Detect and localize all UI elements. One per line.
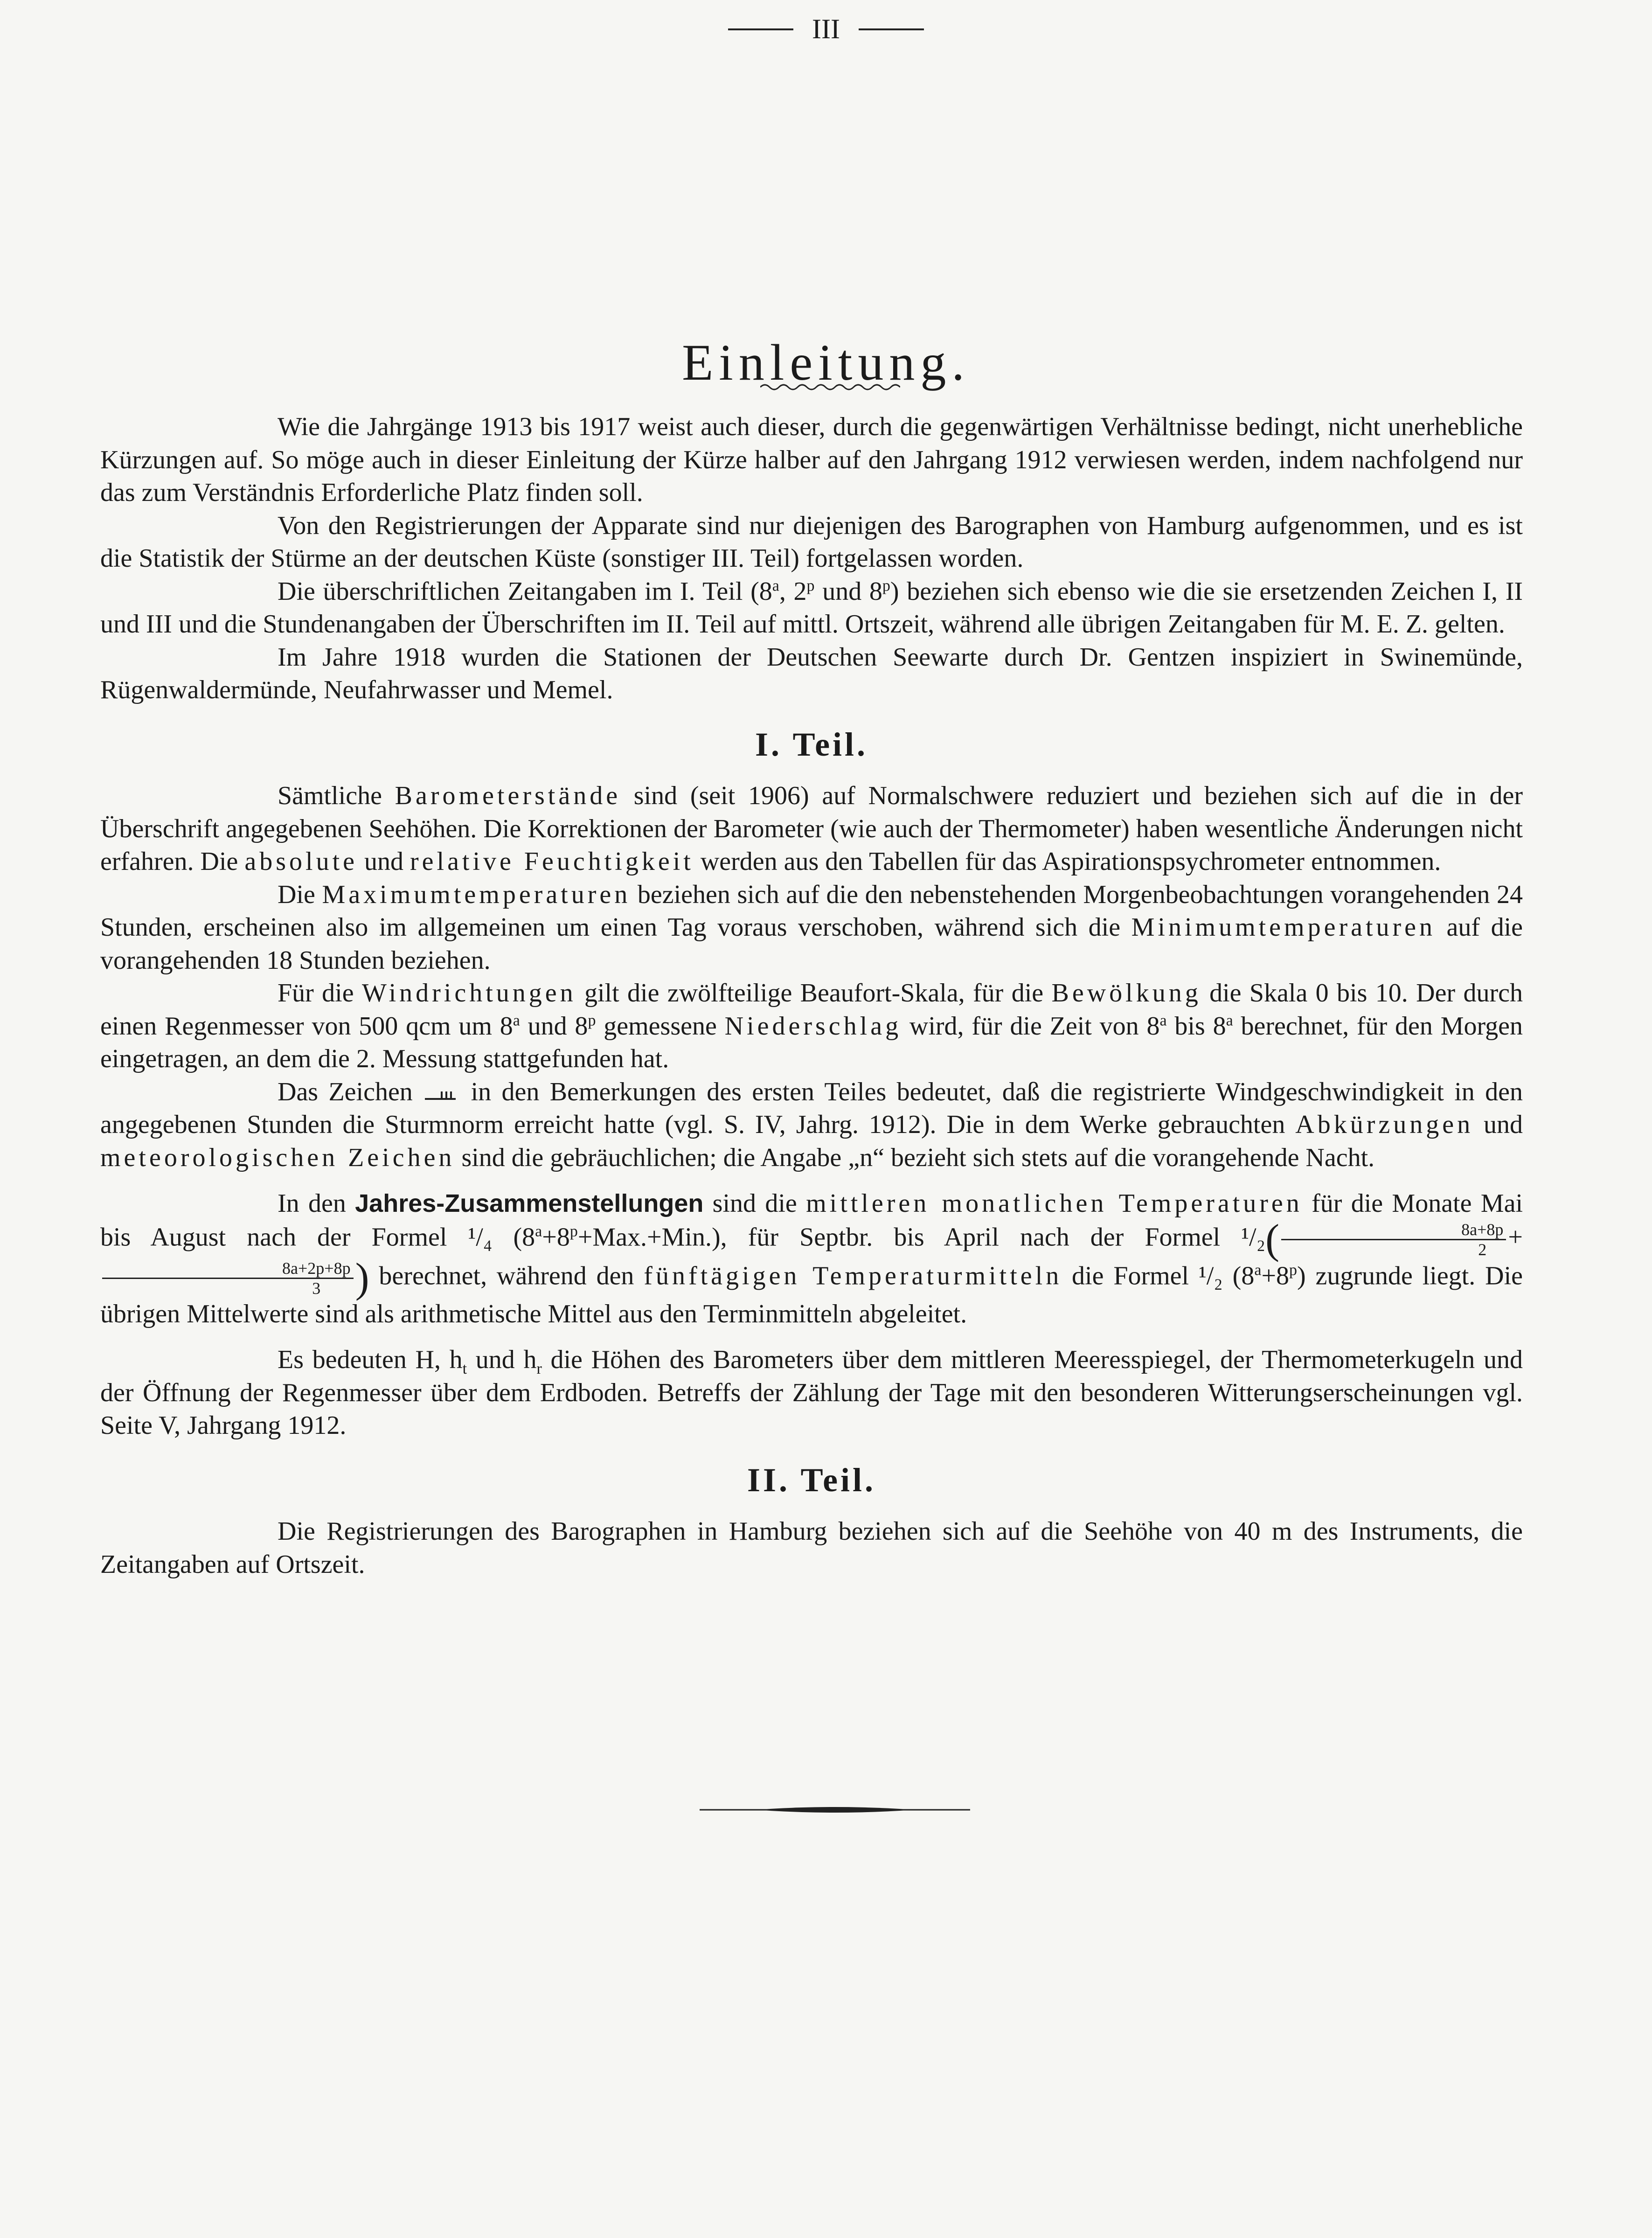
intro-paragraph-1: Wie die Jahrgänge 1913 bis 1917 weist auch dieser, durch die gegenwärtigen Verhältnisse bedingt, nicht unerhebliche Kürzungen auf. So möge auch in dieser Einleitung der Kürze halber auf den Jahrgang 1912 verwiesen werden, indem nachfolgend nur das zum Verständnis Erforderliche Platz finden soll. [100, 412, 1523, 507]
section-heading-teil-2: II. Teil. [747, 1461, 876, 1499]
teil1-paragraph-3: Für die Windrichtungen gilt die zwölfteilige Beaufort-Skala, für die Bewölkung die Skala 0 bis 10. Der durch einen Regenmesser von 500 qcm um 8$^a$ und 8$^p$ gemessene Niederschlag wird, für die Zeit von 8$^a$ bis 8$^a$ berechnet, für den Morgen eingetragen, an dem die 2. Messung stattgefunden hat. [100, 979, 1523, 1073]
page-title: Einleitung. [682, 334, 970, 391]
title-ornament [760, 382, 900, 392]
paren-close: ) [355, 1254, 369, 1301]
storm-sign-icon [423, 1085, 460, 1104]
header-rule-right [859, 28, 924, 30]
page-number: III [812, 14, 840, 44]
paragraph-gap [100, 1174, 1523, 1187]
end-ornament-rule [700, 1805, 970, 1814]
main-text [100, 410, 1523, 1581]
header-rule-left [728, 28, 793, 30]
paragraph-gap [100, 1330, 1523, 1343]
teil2-paragraph-1: Die Registrierungen des Barographen in Hamburg beziehen sich auf die Seehöhe von 40 m des Instruments, die Zeitangaben auf Ortszeit. [100, 1517, 1523, 1579]
teil1-paragraph-5: In den Jahres-Zusammenstellungen sind die mittleren monatlichen Temperaturen für die Monate Mai bis August nach der Formel ¹/₄ $(8^a+8^p+Max.+Min.)$, für Septbr. bis April nach der Formel ¹/₂( $\frac{8a+8p}{2}$ + $\frac{8a+2p+8p}{3}$ ) berechnet, während den fünftägigen Temperaturmitteln die Formel ¹/₂ $(8^a+8^p)$ zugrunde liegt. Die übrigen Mittelwerte sind als arithmetische Mittel aus den Terminmitteln abgeleitet. [100, 1189, 1523, 1328]
intro-paragraph-2: Von den Registrierungen der Apparate sind nur diejenigen des Barographen von Hamburg aufgenommen, und es ist die Statistik der Stürme an der deutschen Küste (sonstiger III. Teil) fortgelassen worden. [100, 511, 1523, 573]
fraction-2: $\frac{8a+2p+8p}{3}$ [102, 1259, 354, 1298]
teil1-paragraph-4: Das Zeichen in den Bemerkungen des ersten Teiles bedeutet, daß die registrierte Windgeschwindigkeit in den angegebenen Stunden die Sturmnorm erreicht hatte (vgl. S. IV, Jahrg. 1912). Die in dem Werke gebrauchten Abkürzungen und meteorologischen Zeichen sind die gebräuchlichen; die Angabe „n“ bezieht sich stets auf die vorangehende Nacht. [100, 1077, 1523, 1172]
teil1-paragraph-2: Die Maximumtemperaturen beziehen sich auf die den nebenstehenden Morgenbeobachtungen vorangehenden 24 Stunden, erscheinen also im allgemeinen um einen Tag voraus verschoben, während sich die Minimumtemperaturen auf die vorangehenden 18 Stunden beziehen. [100, 880, 1523, 975]
fraction-1: $\frac{8a+8p}{2}$ [1281, 1220, 1506, 1259]
teil1-paragraph-1: Sämtliche Barometerstände sind (seit 1906) auf Normalschwere reduziert und beziehen sich auf die in der Überschrift angegebenen Seehöhen. Die Korrektionen der Barometer (wie auch der Thermometer) haben wesentliche Änderungen nicht erfahren. Die absolute und relative Feuchtigkeit werden aus den Tabellen für das Aspirationspsychrometer entnommen. [100, 781, 1523, 876]
intro-paragraph-4: Im Jahre 1918 wurden die Stationen der Deutschen Seewarte durch Dr. Gentzen inspiziert in Swinemünde, Rügenwaldermünde, Neufahrwasser und Memel. [100, 642, 1523, 704]
section-heading-teil-1: I. Teil. [755, 725, 868, 763]
teil1-paragraph-6: Es bedeuten H, $h_t$ und $h_r$ die Höhen des Barometers über dem mittleren Meeresspiegel, der Thermometerkugeln und der Öffnung der Regenmesser über dem Erdboden. Betreffs der Zählung der Tage mit den besonderen Witterungserscheinungen vgl. Seite V, Jahrgang 1912. [100, 1345, 1523, 1440]
paren-open: ( [1265, 1216, 1280, 1262]
intro-paragraph-3: Die überschriftlichen Zeitangaben im I. Teil (8$^a$, 2$^p$ und 8$^p$) beziehen sich ebenso wie die sie ersetzenden Zeichen I, II und III und die Stundenangaben der Überschriften im II. Teil auf mittl. Ortszeit, während alle übrigen Zeitangaben für M. E. Z. gelten. [100, 577, 1523, 639]
page-header [0, 13, 1652, 45]
